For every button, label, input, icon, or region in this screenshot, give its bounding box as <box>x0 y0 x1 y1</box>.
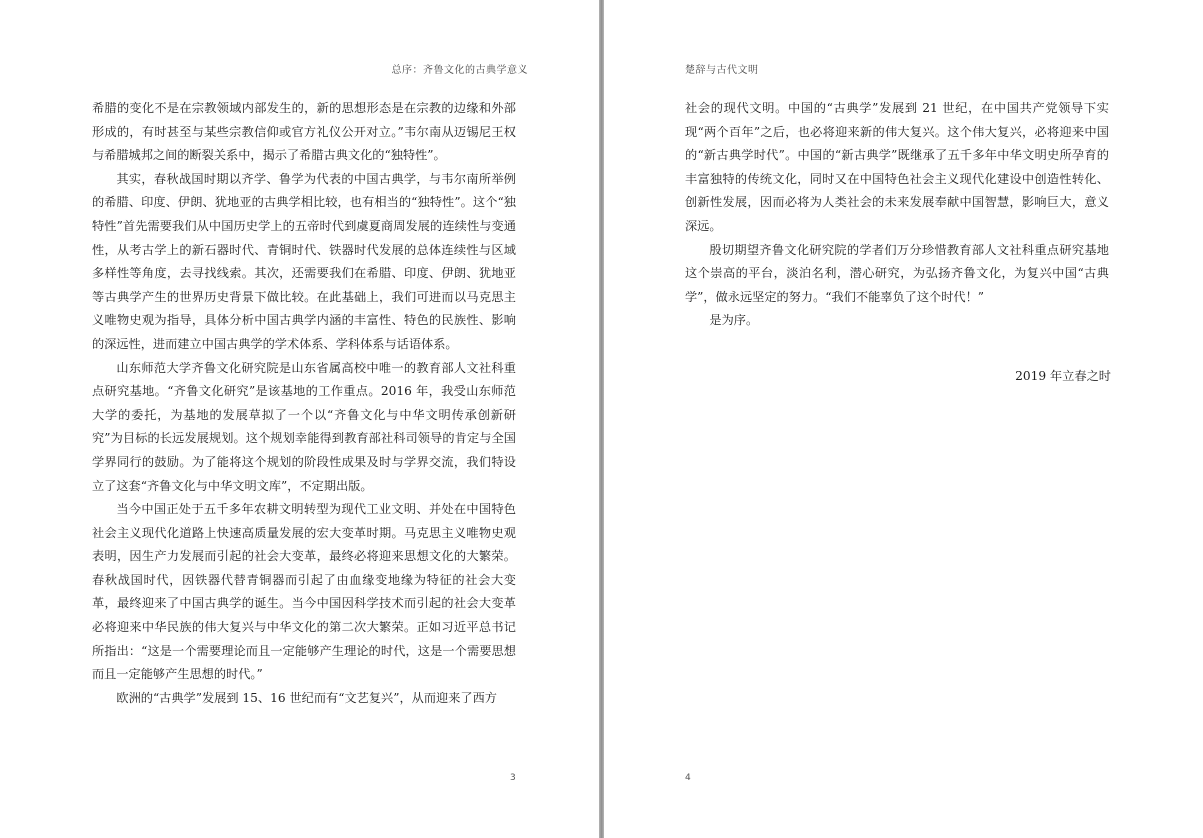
right-page <box>604 0 1203 838</box>
running-head: 总序：齐鲁文化的古典学意义 <box>391 65 528 76</box>
paragraph: 社会的现代文明。中国的“古典学”发展到 21 世纪，在中国共产党领导下实现“两个百年”之后，也必将迎来新的伟大复兴。这个伟大复兴，必将迎来中国的“新古典学时代”。中国的“新古典学”既继承了五千多年中华文明史所孕育的丰富独特的传统文化，同时又在中国特色社会主义现代化建设中创造性转化、创新性发展，因而必将为人类社会的未来发展奉献中国智慧，影响巨大，意义深远。 <box>685 101 1109 233</box>
running-head: 楚辞与古代文明 <box>685 65 759 76</box>
body-text <box>685 97 1109 333</box>
paragraph: 是为序。 <box>709 313 759 328</box>
paragraph: 山东师范大学齐鲁文化研究院是山东省属高校中唯一的教育部人文社科重点研究基地。“齐鲁文化研究”是该基地的工作重点。2016 年，我受山东师范大学的委托，为基地的发展草拟了一个以“齐鲁文化与中华文明传承创新研究”为目标的长远发展规划。这个规划幸能得到教育部社科司领导的肯定与全国学界同行的鼓励。为了能将这个规划的阶段性成果及时与学界交流，我们特设立了这套“齐鲁文化与中华文明文库”，不定期出版。 <box>92 360 516 493</box>
paragraph: 当今中国正处于五千多年农耕文明转型为现代工业文明、并处在中国特色社会主义现代化道路上快速高质量发展的宏大变革时期。马克思主义唯物史观表明，因生产力发展而引起的社会大变革，最终必将迎来思想文化的大繁荣。春秋战国时代，因铁器代替青铜器而引起了由血缘变地缘为特征的社会大变革，最终迎来了中国古典学的诞生。当今中国因科学技术而引起的社会大变革必将迎来中华民族的伟大复兴与中华文化的第二次大繁荣。正如习近平总书记所指出：“这是一个需要理论而且一定能够产生理论的时代，这是一个需要思想而且一定能够产生思想的时代。” <box>92 502 516 682</box>
body-text <box>92 97 516 710</box>
paragraph: 希腊的变化不是在宗教领域内部发生的，新的思想形态是在宗教的边缘和外部形成的，有时甚至与某些宗教信仰或官方礼仪公开对立。”韦尔南从迈锡尼王权与希腊城邦之间的断裂关系中，揭示了希腊古典文化的“独特性”。 <box>92 101 516 163</box>
page-number: 4 <box>685 773 691 783</box>
left-page <box>0 0 599 838</box>
paragraph: 欧洲的“古典学”发展到 15、16 世纪而有“文艺复兴”，从而迎来了西方 <box>116 690 497 705</box>
page-number: 3 <box>510 773 516 783</box>
paragraph: 殷切期望齐鲁文化研究院的学者们万分珍惜教育部人文社科重点研究基地这个崇高的平台，淡泊名利，潜心研究，为弘扬齐鲁文化，为复兴中国“古典学”，做永远坚定的努力。“我们不能辜负了这个时代！” <box>685 242 1109 304</box>
date-signature: 2019 年立春之时 <box>1015 369 1111 383</box>
paragraph: 其实，春秋战国时期以齐学、鲁学为代表的中国古典学，与韦尔南所举例的希腊、印度、伊朗、犹地亚的古典学相比较，也有相当的“独特性”。这个“独特性”首先需要我们从中国历史学上的五帝时代到虞夏商周发展的连续性与变通性，从考古学上的新石器时代、青铜时代、铁器时代发展的总体连续性与区域多样性等角度，去寻找线索。其次，还需要我们在希腊、印度、伊朗、犹地亚等古典学产生的世界历史背景下做比较。在此基础上，我们可进而以马克思主义唯物史观为指导，具体分析中国古典学内涵的丰富性、特色的民族性、影响的深远性，进而建立中国古典学的学术体系、学科体系与话语体系。 <box>92 171 516 351</box>
